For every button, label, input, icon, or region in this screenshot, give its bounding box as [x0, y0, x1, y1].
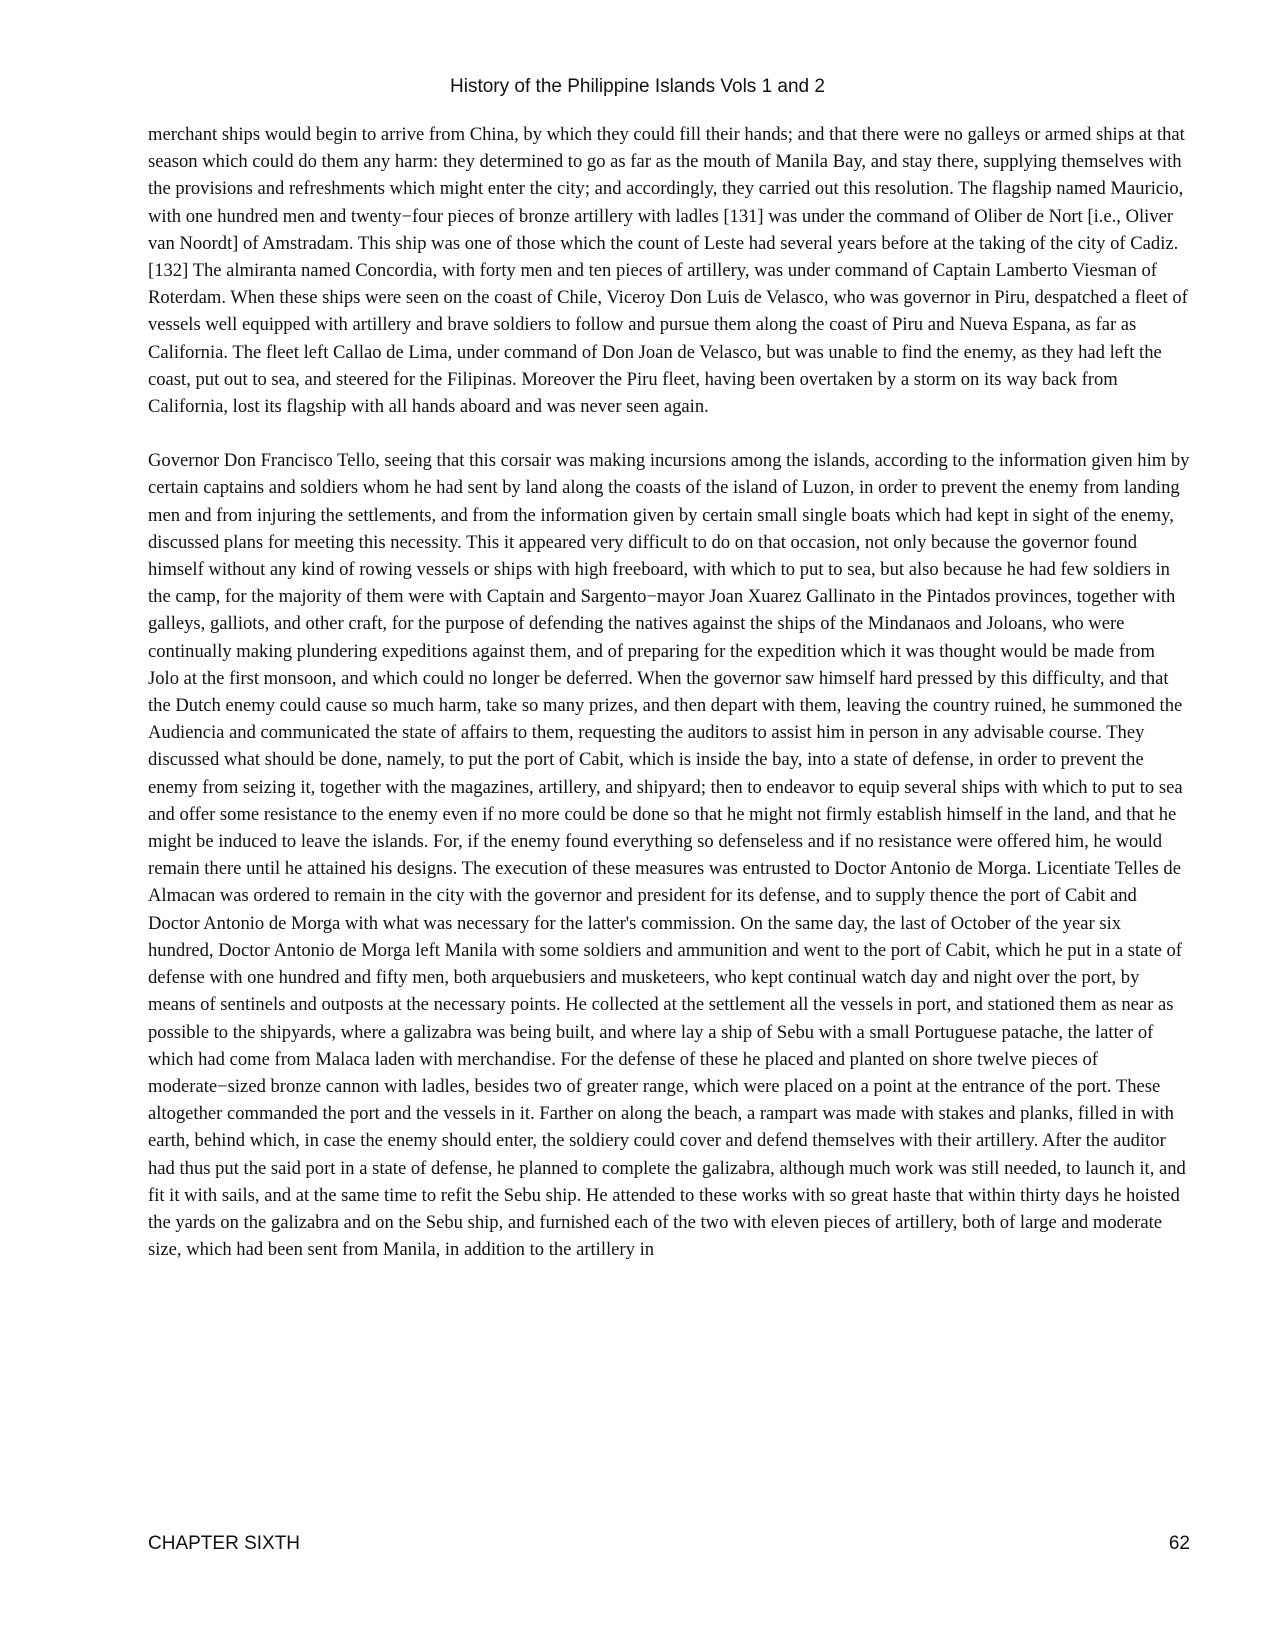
- page-header-title: History of the Philippine Islands Vols 1 and 2: [450, 76, 825, 97]
- page-footer: [148, 1533, 1190, 1555]
- chapter-title: CHAPTER SIXTH: [148, 1533, 301, 1554]
- paragraph-1: merchant ships would begin to arrive from China, by which they could fill their hands; and that there were no galleys or armed ships at that season which could do them any harm: they determined to go as far as the mouth of Manila Bay, and stay there, supplying themselves with the provisions and refreshments which might enter the city; and accordingly, they carried out this resolution. The flagship named Mauricio, with one hundred men and twenty−four pieces of bronze artillery with ladles [131] was under the command of Oliber de Nort [i.e., Oliver van Noordt] of Amstradam. This ship was one of those which the count of Leste had several years before at the taking of the city of Cadiz. [132] The almiranta named Concordia, with forty men and ten pieces of artillery, was under command of Captain Lamberto Viesman of Roterdam. When these ships were seen on the coast of Chile, Viceroy Don Luis de Velasco, who was governor in Piru, despatched a fleet of vessels well equipped with artillery and brave soldiers to follow and pursue them along the coast of Piru and Nueva Espana, as far as California. The fleet left Callao de Lima, under command of Don Joan de Velasco, but was unable to find the enemy, as they had left the coast, put out to sea, and steered for the Filipinas. Moreover the Piru fleet, having been overtaken by a storm on its way back from California, lost its flagship with all hands aboard and was never seen again.: [148, 124, 1188, 418]
- body-text: [148, 121, 1190, 1263]
- paragraph-2: Governor Don Francisco Tello, seeing that this corsair was making incursions among the islands, according to the information given him by certain captains and soldiers whom he had sent by land along the coasts of the island of Luzon, in order to prevent the enemy from landing men and from injuring the settlements, and from the information given by certain small single boats which had kept in sight of the enemy, discussed plans for meeting this necessity. This it appeared very difficult to do on that occasion, not only because the governor found himself without any kind of rowing vessels or ships with high freeboard, with which to put to sea, but also because he had few soldiers in the camp, for the majority of them were with Captain and Sargento−mayor Joan Xuarez Gallinato in the Pintados provinces, together with galleys, galliots, and other craft, for the purpose of defending the natives against the ships of the Mindanaos and Joloans, who were continually making plundering expeditions against them, and of preparing for the expedition which it was thought would be made from Jolo at the first monsoon, and which could no longer be deferred. When the governor saw himself hard pressed by this difficulty, and that the Dutch enemy could cause so much harm, take so many prizes, and then depart with them, leaving the country ruined, he summoned the Audiencia and communicated the state of affairs to them, requesting the auditors to assist him in person in any advisable course. They discussed what should be done, namely, to put the port of Cabit, which is inside the bay, into a state of defense, in order to prevent the enemy from seizing it, together with the magazines, artillery, and shipyard; then to endeavor to equip several ships with which to put to sea and offer some resistance to the enemy even if no more could be done so that he might not firmly establish himself in the land, and that he might be induced to leave the islands. For, if the enemy found everything so defenseless and if no resistance were offered him, he would remain there until he attained his designs. The execution of these measures was entrusted to Doctor Antonio de Morga. Licentiate Telles de Almacan was ordered to remain in the city with the governor and president for its defense, and to supply thence the port of Cabit and Doctor Antonio de Morga with what was necessary for the latter's commission. On the same day, the last of October of the year six hundred, Doctor Antonio de Morga left Manila with some soldiers and ammunition and went to the port of Cabit, which he put in a state of defense with one hundred and fifty men, both arquebusiers and musketeers, who kept continual watch day and night over the port, by means of sentinels and outposts at the necessary points. He collected at the settlement all the vessels in port, and stationed them as near as possible to the shipyards, where a galizabra was being built, and where lay a ship of Sebu with a small Portuguese patache, the latter of which had come from Malaca laden with merchandise. For the defense of these he placed and planted on shore twelve pieces of moderate−sized bronze cannon with ladles, besides two of greater range, which were placed on a point at the entrance of the port. These altogether commanded the port and the vessels in it. Farther on along the beach, a rampart was made with stakes and planks, filled in with earth, behind which, in case the enemy should enter, the soldiery could cover and defend themselves with their artillery. After the auditor had thus put the said port in a state of defense, he planned to complete the galizabra, although much work was still needed, to launch it, and fit it with sails, and at the same time to refit the Sebu ship. He attended to these works with so great haste that within thirty days he hoisted the yards on the galizabra and on the Sebu ship, and furnished each of the two with eleven pieces of artillery, both of large and moderate size, which had been sent from Manila, in addition to the artillery in: [148, 450, 1190, 1261]
- page-number: 62: [1168, 1533, 1190, 1554]
